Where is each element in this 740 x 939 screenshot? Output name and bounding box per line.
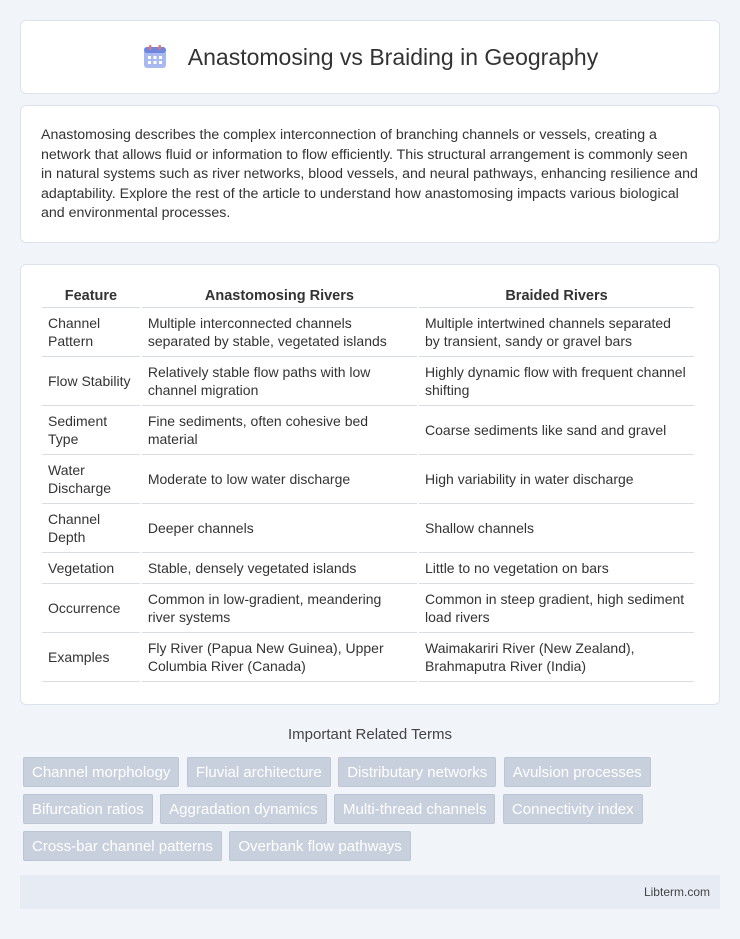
row-braided: Highly dynamic flow with frequent channel shifting [419, 357, 694, 406]
tag-fluvial-architecture[interactable]: Fluvial architecture [187, 757, 331, 787]
table-header-row [42, 285, 694, 308]
header-card [20, 20, 720, 94]
row-braided: Shallow channels [419, 504, 694, 553]
row-braided: Little to no vegetation on bars [419, 553, 694, 584]
related-terms-title: Important Related Terms [288, 726, 452, 743]
header-anastomosing: Anastomosing Rivers [142, 285, 417, 308]
table-row [42, 357, 694, 406]
footer-link[interactable]: Libterm.com [643, 885, 710, 899]
header-feature: Feature [42, 285, 140, 308]
row-braided: High variability in water discharge [419, 455, 694, 504]
tag-multi-thread-channels[interactable]: Multi-thread channels [334, 794, 495, 824]
row-feature: Channel Depth [42, 504, 140, 553]
footer [20, 875, 720, 909]
table-row [42, 584, 694, 633]
tag-channel-morphology[interactable]: Channel morphology [23, 757, 179, 787]
row-anastomosing: Multiple interconnected channels separated by stable, vegetated islands [142, 308, 417, 357]
table-row [42, 455, 694, 504]
row-anastomosing: Moderate to low water discharge [142, 455, 417, 504]
table-row [42, 504, 694, 553]
row-anastomosing: Deeper channels [142, 504, 417, 553]
tag-avulsion-processes[interactable]: Avulsion processes [504, 757, 651, 787]
tag-aggradation-dynamics[interactable]: Aggradation dynamics [160, 794, 326, 824]
row-feature: Examples [42, 633, 140, 682]
comparison-table-card [20, 264, 720, 705]
table-row [42, 633, 694, 682]
row-feature: Vegetation [42, 553, 140, 584]
table-row [42, 553, 694, 584]
tag-cross-bar-channel-patterns[interactable]: Cross-bar channel patterns [23, 831, 222, 861]
calendar-icon [142, 44, 168, 70]
row-anastomosing: Stable, densely vegetated islands [142, 553, 417, 584]
row-feature: Flow Stability [42, 357, 140, 406]
row-feature: Water Discharge [42, 455, 140, 504]
row-feature: Occurrence [42, 584, 140, 633]
comparison-table [40, 285, 696, 682]
row-anastomosing: Fly River (Papua New Guinea), Upper Columbia River (Canada) [142, 633, 417, 682]
row-braided: Waimakariri River (New Zealand), Brahmaputra River (India) [419, 633, 694, 682]
row-feature: Channel Pattern [42, 308, 140, 357]
row-feature: Sediment Type [42, 406, 140, 455]
row-braided: Coarse sediments like sand and gravel [419, 406, 694, 455]
row-braided: Multiple intertwined channels separated by transient, sandy or gravel bars [419, 308, 694, 357]
row-anastomosing: Relatively stable flow paths with low channel migration [142, 357, 417, 406]
row-braided: Common in steep gradient, high sediment load rivers [419, 584, 694, 633]
row-anastomosing: Common in low-gradient, meandering river systems [142, 584, 417, 633]
tag-overbank-flow-pathways[interactable]: Overbank flow pathways [229, 831, 410, 861]
table-row [42, 308, 694, 357]
header-braided: Braided Rivers [419, 285, 694, 308]
row-anastomosing: Fine sediments, often cohesive bed material [142, 406, 417, 455]
tag-distributary-networks[interactable]: Distributary networks [338, 757, 496, 787]
page-title: Anastomosing vs Braiding in Geography [187, 43, 599, 70]
related-terms-tags [23, 757, 723, 868]
intro-card [20, 105, 720, 243]
tag-bifurcation-ratios[interactable]: Bifurcation ratios [23, 794, 153, 824]
intro-text: Anastomosing describes the complex interconnection of branching channels or vessels, creating a network that allows fluid or information to flow efficiently. This structural arrangement is commonly seen in natural systems such as river networks, blood vessels, and neural pathways, enhancing resilience and adaptability. Explore the rest of the article to understand how anastomosing impacts various biological and environmental processes. [41, 127, 698, 222]
tag-connectivity-index[interactable]: Connectivity index [503, 794, 643, 824]
table-row [42, 406, 694, 455]
